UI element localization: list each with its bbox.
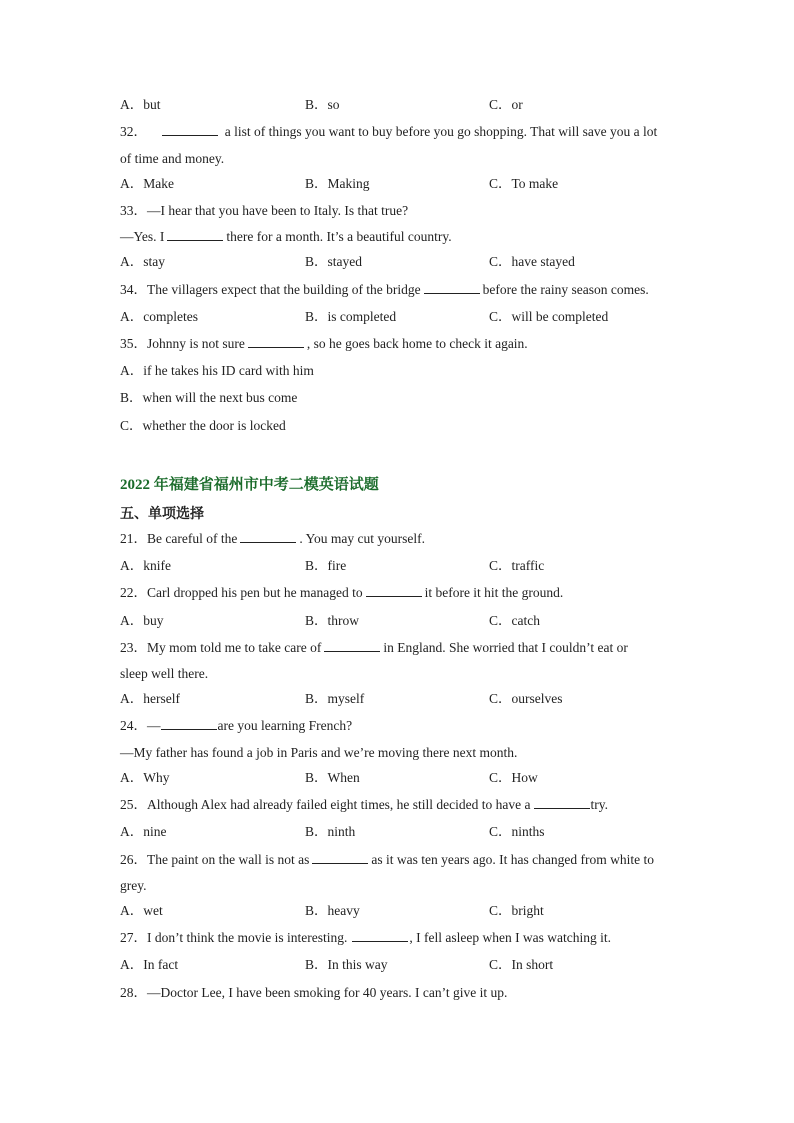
q35-option-b: B．when will the next bus come [120, 390, 298, 405]
q24-post: are you learning French? [217, 718, 353, 733]
q31-option-a: A．but [120, 97, 161, 112]
q28-line1: 28．—Doctor Lee, I have been smoking for 40 years. I can’t give it up. [120, 985, 508, 1000]
q34-pre: 34．The villagers expect that the building of the bridge [120, 282, 421, 297]
q21-pre: 21．Be careful of the [120, 531, 238, 546]
q25-pre: 25．Although Alex had already failed eight times, he still decided to have a [120, 797, 531, 812]
q25-option-b: B．ninth [305, 824, 356, 839]
q21-option-c: C．traffic [489, 558, 545, 573]
q21-option-a: A．knife [120, 558, 171, 573]
q27-pre: 27．I don’t think the movie is interesting. [120, 930, 348, 945]
q35-pre: 35．Johnny is not sure [120, 336, 245, 351]
q32-stem [120, 123, 657, 141]
answer-blank [424, 281, 480, 294]
q23-stem-cont: sleep well there. [120, 666, 209, 681]
q22-post: it before it hit the ground. [424, 585, 564, 600]
q31-option-c: C．or [489, 97, 523, 112]
q26-option-a: A．wet [120, 903, 163, 918]
q24-option-a: A．Why [120, 770, 170, 785]
q26-stem [120, 851, 654, 869]
q26-option-b: B．heavy [305, 903, 360, 918]
q27-option-c: C．In short [489, 957, 554, 972]
answer-blank [248, 335, 304, 348]
q35-option-a: A．if he takes his ID card with him [120, 363, 314, 378]
q23-option-c: C．ourselves [489, 691, 563, 706]
q32-text: a list of things you want to buy before you go shopping. That will save you a lot [224, 124, 658, 139]
q35-stem [120, 335, 528, 353]
q21-stem [120, 530, 425, 548]
q25-post: try. [590, 797, 609, 812]
q22-option-c: C．catch [489, 613, 540, 628]
q25-option-c: C．ninths [489, 824, 545, 839]
q33-line1: 33．—I hear that you have been to Italy. Is that true? [120, 203, 409, 218]
q25-option-a: A．nine [120, 824, 167, 839]
answer-blank [240, 530, 296, 543]
q27-option-a: A．In fact [120, 957, 179, 972]
q22-stem [120, 584, 563, 602]
q24-option-c: C．How [489, 770, 538, 785]
q26-stem-cont: grey. [120, 878, 147, 893]
q32-option-b: B．Making [305, 176, 370, 191]
q32-number: 32． [120, 124, 147, 139]
q27-post: , I fell asleep when I was watching it. [409, 930, 612, 945]
answer-blank [167, 228, 223, 241]
q24-option-b: B．When [305, 770, 360, 785]
q23-pre: 23．My mom told me to take care of [120, 640, 322, 655]
q26-option-c: C．bright [489, 903, 544, 918]
q23-option-b: B．myself [305, 691, 365, 706]
answer-blank [162, 123, 218, 136]
q24-line1 [120, 717, 352, 735]
answer-blank [312, 851, 368, 864]
q21-post: . You may cut yourself. [299, 531, 425, 546]
q34-option-b: B．is completed [305, 309, 397, 324]
q24-pre: 24．— [120, 718, 161, 733]
q27-option-b: B．In this way [305, 957, 388, 972]
q26-post: as it was ten years ago. It has changed from white to [371, 852, 655, 867]
q34-post: before the rainy season comes. [482, 282, 649, 297]
q27-stem [120, 929, 611, 947]
answer-blank [534, 796, 590, 809]
q33-pre: —Yes. I [120, 229, 165, 244]
q25-stem [120, 796, 608, 814]
section-subtitle: 五、单项选择 [120, 507, 204, 522]
answer-blank [324, 639, 380, 652]
q21-option-b: B．fire [305, 558, 347, 573]
answer-blank [161, 717, 217, 730]
q24-line2: —My father has found a job in Paris and we’re moving there next month. [120, 745, 518, 760]
q22-option-a: A．buy [120, 613, 164, 628]
q33-line2 [120, 228, 452, 246]
q34-option-a: A．completes [120, 309, 198, 324]
q32-option-a: A．Make [120, 176, 174, 191]
q34-stem [120, 281, 649, 299]
q33-option-b: B．stayed [305, 254, 362, 269]
q33-post: there for a month. It’s a beautiful country. [226, 229, 452, 244]
q22-pre: 22．Carl dropped his pen but he managed to [120, 585, 363, 600]
q23-stem [120, 639, 628, 657]
answer-blank [352, 929, 408, 942]
q33-option-a: A．stay [120, 254, 165, 269]
q26-pre: 26．The paint on the wall is not as [120, 852, 310, 867]
q32-option-c: C．To make [489, 176, 559, 191]
q32-stem-cont: of time and money. [120, 151, 225, 166]
section-title: 2022 年福建省福州市中考二模英语试题 [120, 477, 379, 493]
q33-option-c: C．have stayed [489, 254, 575, 269]
q23-option-a: A．herself [120, 691, 180, 706]
q34-option-c: C．will be completed [489, 309, 609, 324]
answer-blank [366, 584, 422, 597]
q35-post: , so he goes back home to check it again. [306, 336, 528, 351]
q23-post: in England. She worried that I couldn’t eat or [383, 640, 628, 655]
q31-option-b: B．so [305, 97, 340, 112]
q22-option-b: B．throw [305, 613, 359, 628]
q35-option-c: C．whether the door is locked [120, 418, 286, 433]
